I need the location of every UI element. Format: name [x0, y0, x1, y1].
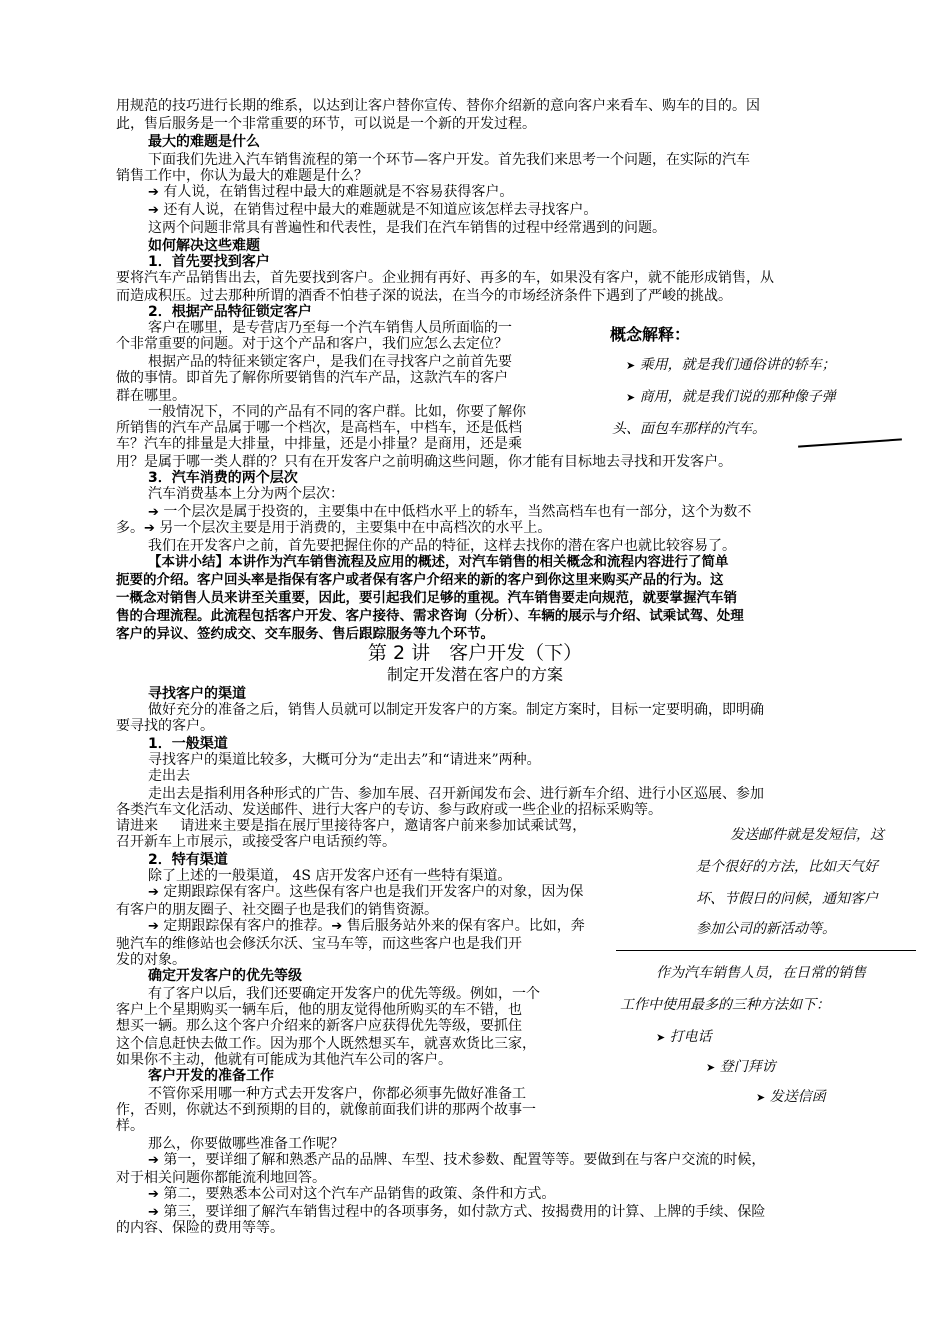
summary-line: 一概念对销售人员来讲至关重要，因此，要引起我们足够的重视。汽车销售要走向规范，就要掌握汽车销 [116, 590, 737, 606]
text-line: 用？是属于哪一类人群的？只有在开发客户之前明确这些问题，你才能有目标地去寻找和开发客户。 [116, 454, 732, 470]
text-line: 除了上述的一般渠道， 4S 店开发客户还有一些特有渠道。 [148, 868, 512, 884]
text-line: 寻找客户的渠道比较多，大概可分为“走出去”和“请进来”两种。 [148, 752, 541, 768]
text-line: 请进来 请进来主要是指在展厅里接待客户，邀请客户前来参加试乘试驾， [116, 818, 587, 834]
arrow-right-icon: ➔ [148, 505, 159, 520]
bullet-line: ➔ 定期跟踪保有客户的推荐。➔ 售后服务站外来的保有客户。比如，奔 [148, 918, 585, 934]
bullet-line: 多。➔ 另一个层次主要是用于消费的，主要集中在中高档次的水平上。 [116, 520, 552, 536]
section-heading: 1．首先要找到客户 [148, 254, 270, 270]
sidebar-note: 作为汽车销售人员，在日常的销售 [656, 965, 866, 981]
bullet-line: ➔ 还有人说，在销售过程中最大的难题就是不知道应该怎样去寻找客户。 [148, 202, 598, 218]
text-line: 发的对象。 [116, 952, 186, 968]
text-line: 我们在开发客户之前，首先要把握住你的产品的特征，这样去找你的潜在客户也就比较容易了。 [148, 538, 736, 554]
section-heading: 2．根据产品特征锁定客户 [148, 304, 312, 320]
text-line: 所销售的汽车产品属于哪一个档次，是高档车，中档车，还是低档 [116, 420, 522, 436]
divider-line [798, 438, 902, 447]
text-line: 这个信息赶快去做工作。因为那个人既然想买车，就喜欢货比三家， [116, 1036, 536, 1052]
sidebar-item: ➤ 发送信函 [756, 1089, 826, 1105]
text-line: 这两个问题非常具有普遍性和代表性，是我们在汽车销售的过程中经常遇到的问题。 [148, 220, 666, 236]
sidebar-note: 发送邮件就是发短信，这 [730, 827, 884, 843]
sidebar-title: 概念解释： [610, 325, 691, 344]
text-line: 有了客户以后，我们还要确定开发客户的优先等级。例如，一个 [148, 986, 540, 1002]
section-heading: 1．一般渠道 [148, 736, 228, 752]
text-line: 要寻找的客户。 [116, 718, 214, 734]
text-line: 客户上个星期购买一辆车后，他的朋友觉得他所购买的车不错，也 [116, 1002, 522, 1018]
sidebar-note: 参加公司的新活动等。 [696, 921, 836, 937]
arrow-right-icon: ➔ [148, 1153, 159, 1168]
divider-line [616, 950, 916, 951]
triangle-right-icon: ➤ [656, 1031, 666, 1044]
text-line: 作，否则，你就达不到预期的目的，就像前面我们讲的那两个故事一 [116, 1102, 536, 1118]
text-line: 如果你不主动，他就有可能成为其他汽车公司的客户。 [116, 1052, 452, 1068]
text-line: 对于相关问题你都能流利地回答。 [116, 1170, 326, 1186]
text-line: 想买一辆。那么这个客户介绍来的新客户应获得优先等级，要抓住 [116, 1018, 522, 1034]
bullet-line: ➔ 第一，要详细了解和熟悉产品的品牌、车型、技术参数、配置等等。要做到在与客户交流的时候， [148, 1152, 766, 1168]
section-heading: 寻找客户的渠道 [148, 686, 246, 702]
sidebar-item: ➤ 打电话 [656, 1029, 712, 1045]
text-line: 下面我们先进入汽车销售流程的第一个环节—客户开发。首先我们来思考一个问题，在实际的汽车 [148, 152, 750, 168]
arrow-right-icon: ➔ [148, 1205, 159, 1220]
sidebar-note: 坏、节假日的问候，通知客户 [696, 891, 878, 907]
text-line: 走出去是指利用各种形式的广告、参加车展、召开新闻发布会、进行新车介绍、进行小区巡展、参加 [148, 786, 764, 802]
sidebar-item: ➤ 乘用，就是我们通俗讲的轿车； [626, 357, 836, 373]
bullet-line: ➔ 一个层次是属于投资的，主要集中在中低档水平上的轿车，当然高档车也有一部分，这个为数不 [148, 504, 752, 520]
text-line: 做的事情。即首先了解你所要销售的汽车产品，这款汽车的客户 [116, 370, 508, 386]
triangle-right-icon: ➤ [706, 1061, 716, 1074]
text-line: 群在哪里。 [116, 388, 186, 404]
text-line: 驰汽车的维修站也会修沃尔沃、宝马车等，而这些客户也是我们开 [116, 936, 522, 952]
summary-line: 扼要的介绍。客户回头率是指保有客户或者保有客户介绍来的新的客户到你这里来购买产品的行为。这 [116, 572, 724, 588]
summary-line: 客户的异议、签约成交、交车服务、售后跟踪服务等九个环节。 [116, 626, 494, 642]
text-line: 根据产品的特征来锁定客户，是我们在寻找客户之前首先要 [148, 354, 512, 370]
arrow-right-icon: ➔ [148, 203, 159, 218]
sidebar-item: ➤ 登门拜访 [706, 1059, 776, 1075]
arrow-right-icon: ➔ [148, 185, 159, 200]
text-line: 做好充分的准备之后，销售人员就可以制定开发客户的方案。制定方案时，目标一定要明确，即明确 [148, 702, 764, 718]
sidebar-item: 头、面包车那样的汽车。 [612, 421, 766, 437]
section-heading: 3．汽车消费的两个层次 [148, 470, 298, 486]
sidebar-item: ➤ 商用，就是我们说的那种像子弹 [626, 389, 836, 405]
text-line: 走出去 [148, 768, 190, 784]
arrow-right-icon: ➔ [144, 521, 155, 536]
text-line: 不管你采用哪一种方式去开发客户，你都必须事先做好准备工 [148, 1086, 526, 1102]
text-line: 客户在哪里，是专营店乃至每一个汽车销售人员所面临的一 [148, 320, 512, 336]
text-line: 个非常重要的问题。对于这个产品和客户，我们应怎么去定位？ [116, 336, 508, 352]
triangle-right-icon: ➤ [626, 391, 636, 404]
triangle-right-icon: ➤ [756, 1091, 766, 1104]
text-line: 那么，你要做哪些准备工作呢？ [148, 1136, 344, 1152]
text-line: 要将汽车产品销售出去，首先要找到客户。企业拥有再好、再多的车，如果没有客户，就不能形成销售，从 [116, 270, 774, 286]
bullet-line: ➔ 第三，要详细了解汽车销售过程中的各项事务，如付款方式、按揭费用的计算、上牌的手续、保险 [148, 1204, 766, 1220]
bullet-line: ➔ 有人说，在销售过程中最大的难题就是不容易获得客户。 [148, 184, 514, 200]
bullet-line: ➔ 定期跟踪保有客户。这些保有客户也是我们开发客户的对象，因为保 [148, 884, 584, 900]
text-line: 汽车消费基本上分为两个层次： [148, 486, 344, 502]
section-heading: 如何解决这些难题 [148, 238, 260, 254]
text-line: 有客户的朋友圈子、社交圈子也是我们的销售资源。 [116, 902, 438, 918]
text-line: 一般情况下，不同的产品有不同的客户群。比如，你要了解你 [148, 404, 526, 420]
lecture-subtitle: 制定开发潜在客户的方案 [386, 665, 563, 684]
text-line: 而造成积压。过去那种所谓的酒香不怕巷子深的说法，在当今的市场经济条件下遇到了严峻的挑战。 [116, 288, 732, 304]
sidebar-note: 工作中使用最多的三种方法如下： [620, 997, 830, 1013]
text-line: 召开新车上市展示，或接受客户电话预约等。 [116, 834, 396, 850]
triangle-right-icon: ➤ [626, 359, 636, 372]
text-line: 各类汽车文化活动、发送邮件、进行大客户的专访、参与政府或一些企业的招标采购等。 [116, 802, 662, 818]
arrow-right-icon: ➔ [148, 919, 159, 934]
text-line: 样。 [116, 1118, 144, 1134]
summary-line: 【本讲小结】本讲作为汽车销售流程及应用的概述，对汽车销售的相关概念和流程内容进行了简单 [148, 554, 729, 570]
text-line: 此，售后服务是一个非常重要的环节，可以说是一个新的开发过程。 [116, 116, 536, 132]
text-line: 车？汽车的排量是大排量，中排量，还是小排量？是商用，还是乘 [116, 436, 522, 452]
arrow-right-icon: ➔ [148, 885, 159, 900]
section-heading: 2．特有渠道 [148, 852, 228, 868]
sidebar-note: 是个很好的方法，比如天气好 [696, 859, 878, 875]
section-heading: 确定开发客户的优先等级 [148, 968, 302, 984]
text-line: 销售工作中，你认为最大的难题是什么？ [116, 168, 368, 184]
lecture-title: 第 2 讲 客户开发（下） [367, 642, 583, 664]
section-heading: 客户开发的准备工作 [148, 1068, 274, 1084]
text-line: 用规范的技巧进行长期的维系，以达到让客户替你宣传、替你介绍新的意向客户来看车、购车的目的。因 [116, 98, 760, 114]
summary-line: 售的合理流程。此流程包括客户开发、客户接待、需求咨询（分析）、车辆的展示与介绍、试乘试驾、处理 [116, 608, 744, 624]
arrow-right-icon: ➔ [331, 919, 343, 934]
section-heading: 最大的难题是什么 [148, 134, 260, 150]
arrow-right-icon: ➔ [148, 1187, 159, 1202]
text-line: 的内容、保险的费用等等。 [116, 1220, 284, 1236]
bullet-line: ➔ 第二，要熟悉本公司对这个汽车产品销售的政策、条件和方式。 [148, 1186, 556, 1202]
